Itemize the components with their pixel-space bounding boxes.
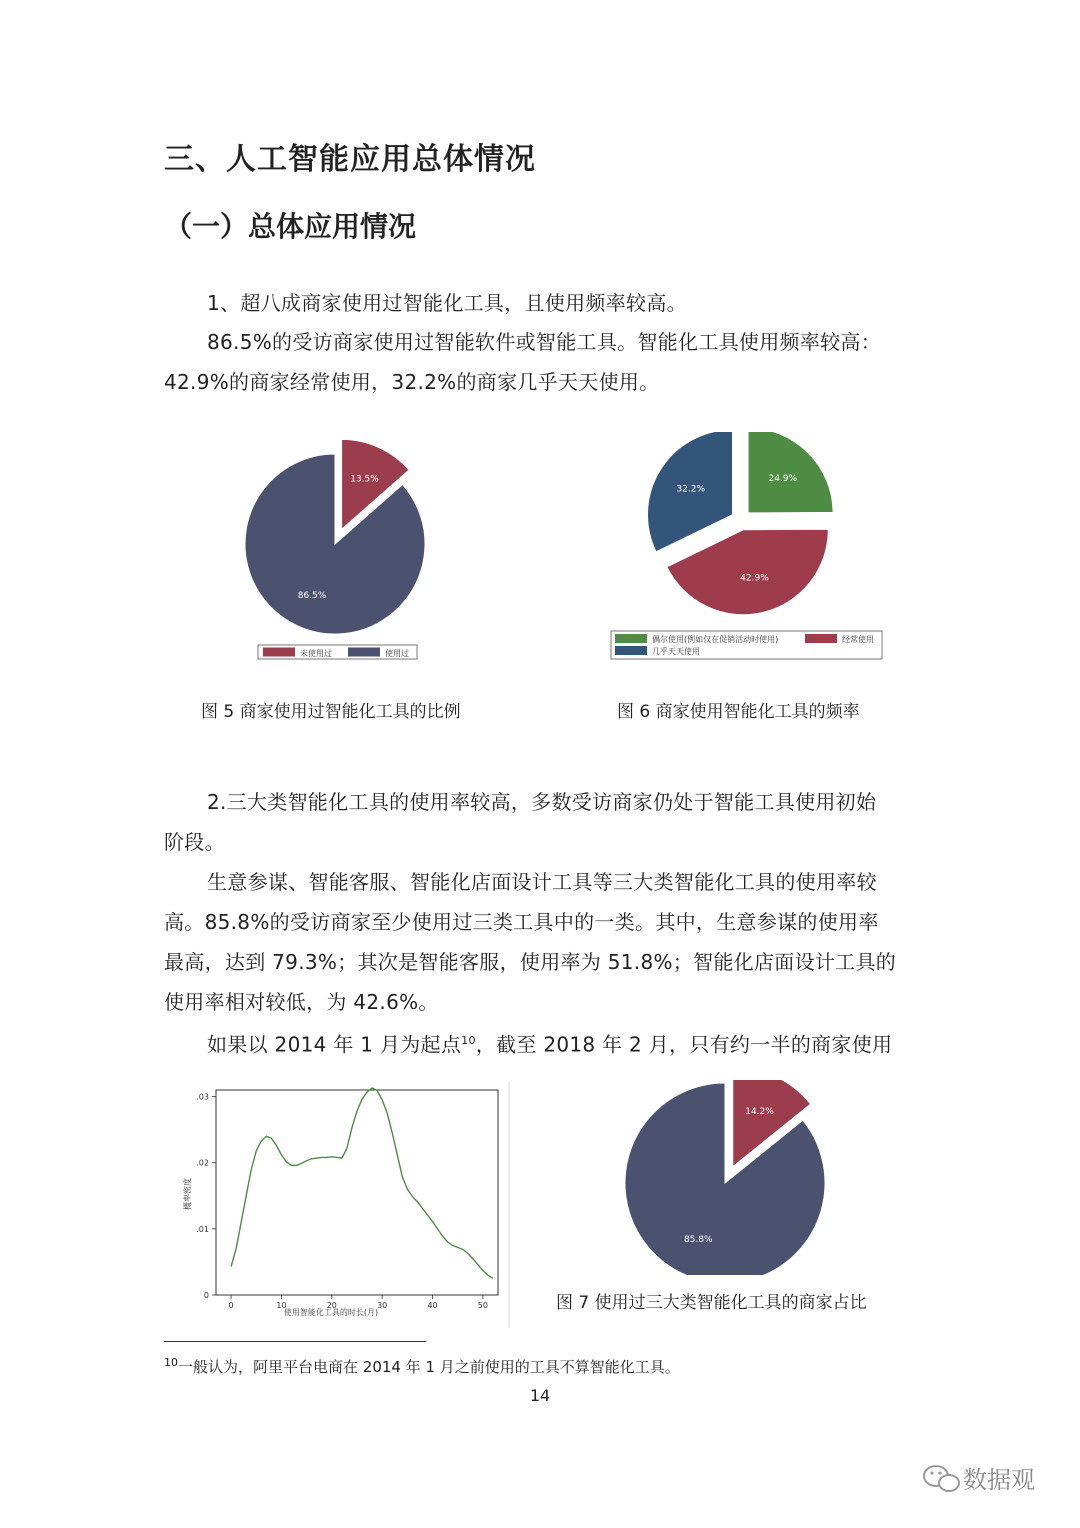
footnote-rule xyxy=(164,1341,426,1342)
watermark-text: 数据观 xyxy=(963,1466,1035,1494)
paragraph-1 xyxy=(164,283,924,323)
fig6-legend-label-daily: 几乎天天使用 xyxy=(652,647,700,656)
density-x-tick-label-1: 10 xyxy=(276,1301,287,1310)
paragraph-5 xyxy=(164,1021,924,1065)
page-number: 14 xyxy=(529,1386,551,1405)
paragraph-2-line-2: 42.9%的商家经常使用，32.2%的商家几乎天天使用。 xyxy=(164,370,660,394)
paragraph-5-post: ，截至 2018 年 2 月，只有约一半的商家使用 xyxy=(475,1032,893,1057)
density-x-tick-label-0: 0 xyxy=(228,1301,234,1310)
fig7-slice-label-0: 14.2% xyxy=(745,1106,774,1117)
figure-5-caption: 图 5 商家使用过智能化工具的比例 xyxy=(201,702,461,722)
paragraph-3 xyxy=(164,782,924,862)
fig5-legend-swatch-unused xyxy=(263,648,295,657)
paragraph-3-line-1: 2.三大类智能化工具的使用率较高，多数受访商家仍处于智能工具使用初始 xyxy=(207,790,877,814)
fig5-legend-label-unused: 未使用过 xyxy=(300,649,332,658)
paragraph-4-line-3: 最高，达到 79.3%；其次是智能客服，使用率为 51.8%；智能化店面设计工具的 xyxy=(164,950,897,974)
footnote-ref-10: 10 xyxy=(461,1034,476,1047)
density-x-tick-label-2: 20 xyxy=(326,1301,337,1310)
fig6-slice-label-1: 42.9% xyxy=(740,573,769,584)
fig6-slice-label-0: 24.9% xyxy=(768,473,798,484)
fig6-slice-0 xyxy=(748,432,833,513)
paragraph-3-line-2: 阶段。 xyxy=(164,830,225,854)
density-y-tick-label-2: .02 xyxy=(196,1158,209,1168)
fig6-legend-swatch-occasional xyxy=(615,634,647,643)
density-y-tick-label-0: 0 xyxy=(203,1291,209,1300)
fig6-slice-label-2: 32.2% xyxy=(676,484,706,495)
fig5-legend-swatch-used xyxy=(348,648,380,657)
density-y-tick-label-1: .01 xyxy=(196,1224,209,1234)
paragraph-4-line-2: 高。85.8%的受访商家至少使用过三类工具中的一类。其中，生意参谋的使用率 xyxy=(164,910,879,934)
figure-7-pie-chart xyxy=(620,1080,840,1275)
density-x-tick-label-4: 40 xyxy=(427,1301,438,1310)
density-x-tick-label-3: 30 xyxy=(377,1301,388,1310)
fig5-slice-label-1: 86.5% xyxy=(297,590,327,601)
paragraph-1-line-1: 1、超八成商家使用过智能化工具，且使用频率较高。 xyxy=(207,291,687,315)
density-plot-area xyxy=(216,1090,498,1295)
footnote xyxy=(164,1356,680,1377)
figure-6-caption: 图 6 商家使用智能化工具的频率 xyxy=(617,702,860,722)
density-x-axis-label: 使用智能化工具的时长(月) xyxy=(283,1308,379,1317)
section-title: 三、人工智能应用总体情况 xyxy=(164,142,536,177)
fig6-legend-label-often: 经常使用 xyxy=(842,635,874,644)
fig6-legend-swatch-daily xyxy=(615,646,647,655)
fig6-legend-label-occasional: 偶尔使用(例如仅在促销活动时使用) xyxy=(652,635,779,644)
paragraph-4 xyxy=(164,862,924,1022)
fig5-legend-label-used: 使用过 xyxy=(385,649,409,658)
density-line-chart xyxy=(168,1082,510,1328)
fig5-slice-label-0: 13.5% xyxy=(350,474,379,485)
figure-7-caption: 图 7 使用过三大类智能化工具的商家占比 xyxy=(556,1293,867,1313)
fig5-slice-1 xyxy=(245,454,425,634)
fig7-slice-label-1: 85.8% xyxy=(683,1234,713,1245)
paragraph-5-pre: 如果以 2014 年 1 月为起点 xyxy=(207,1032,462,1057)
density-y-tick-label-3: .03 xyxy=(196,1092,209,1102)
footnote-text: 一般认为，阿里平台电商在 2014 年 1 月之前使用的工具不算智能化工具。 xyxy=(178,1358,680,1376)
fig6-legend-swatch-often xyxy=(805,634,837,643)
figure-6-pie-chart xyxy=(605,432,890,664)
density-y-axis-label: 概率密度 xyxy=(183,1178,192,1210)
paragraph-2 xyxy=(164,322,924,402)
paragraph-4-line-1: 生意参谋、智能客服、智能化店面设计工具等三大类智能化工具的使用率较 xyxy=(207,870,877,894)
paragraph-4-line-4: 使用率相对较低，为 42.6%。 xyxy=(164,990,439,1014)
subsection-title: （一）总体应用情况 xyxy=(164,210,417,243)
footnote-number: 10 xyxy=(164,1356,178,1369)
figure-5-pie-chart xyxy=(230,432,450,664)
density-x-tick-label-5: 50 xyxy=(477,1301,488,1310)
paragraph-2-line-1: 86.5%的受访商家使用过智能软件或智能工具。智能化工具使用频率较高： xyxy=(207,330,882,354)
fig6-slice-1 xyxy=(667,529,828,615)
